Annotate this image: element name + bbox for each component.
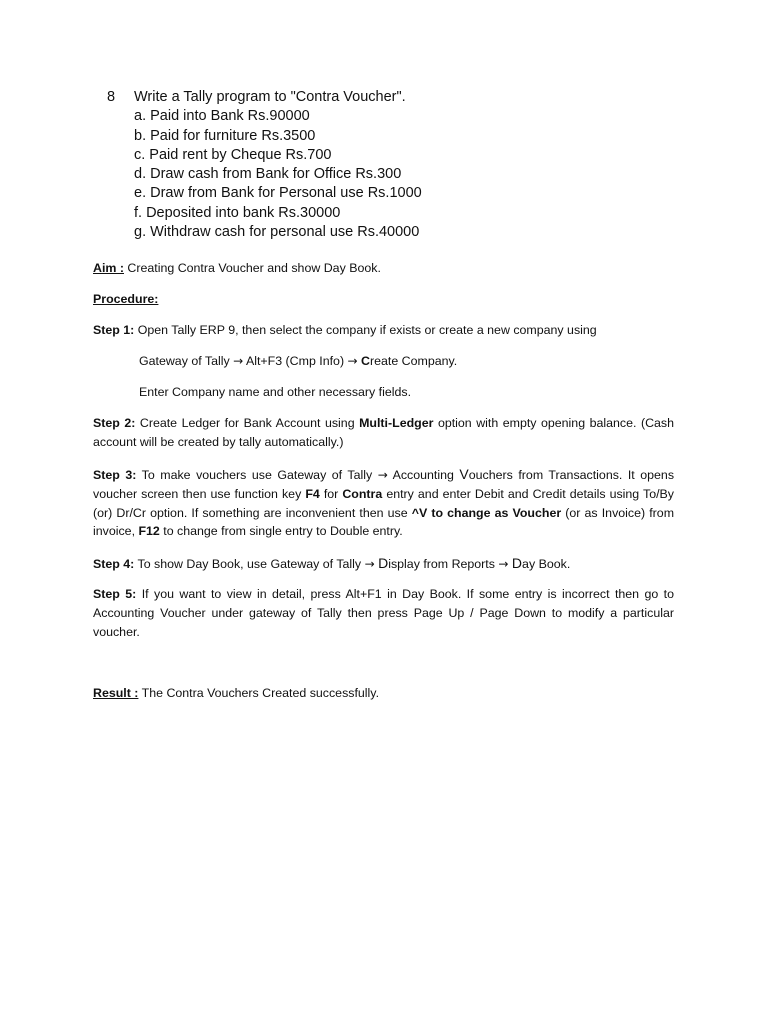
arrow-right-icon: → xyxy=(377,468,388,482)
step3-label: Step 3: xyxy=(93,468,137,482)
question-item: d. Draw cash from Bank for Office Rs.300 xyxy=(134,166,402,183)
arrow-right-icon: → xyxy=(364,557,375,571)
step1-path-b: Alt+F3 (Cmp Info) xyxy=(243,354,348,368)
step3-text-d: for xyxy=(319,486,343,501)
step3-text-e: entry and enter Debit and Credit details using To/By (or) Dr/Cr option. If something are inconvenient then use xyxy=(93,486,674,520)
question-title: Write a Tally program to "Contra Voucher". xyxy=(134,89,406,105)
result-text: The Contra Vouchers Created successfully. xyxy=(138,686,380,700)
step3-text-b: Accounting xyxy=(387,468,460,482)
step5-label: Step 5: xyxy=(93,587,137,601)
question-items xyxy=(134,107,422,242)
step1-path-c: reate Company. xyxy=(369,354,458,368)
step4-text-b: isplay from Reports xyxy=(388,557,499,571)
step2-label: Step 2: xyxy=(93,416,136,430)
aim-label: Aim : xyxy=(93,261,124,275)
result-paragraph xyxy=(93,684,674,703)
arrow-right-icon: → xyxy=(347,354,358,368)
question-item: g. Withdraw cash for personal use Rs.40000 xyxy=(134,224,420,241)
step3-f4: F4 xyxy=(305,486,320,501)
step1-note-line xyxy=(139,383,411,402)
question-item: b. Paid for furniture Rs.3500 xyxy=(134,127,316,144)
step3-paragraph xyxy=(93,465,674,541)
question-item: e. Draw from Bank for Personal use Rs.1000 xyxy=(134,185,422,202)
step4-text-c: ay Book. xyxy=(522,557,571,571)
step4-paragraph xyxy=(93,554,674,574)
step1-note: Enter Company name and other necessary fields. xyxy=(139,385,412,399)
question-item: c. Paid rent by Cheque Rs.700 xyxy=(134,146,332,163)
step1-path-c-bold: C xyxy=(361,354,370,368)
step3-text-g: to change from single entry to Double entry. xyxy=(159,524,403,539)
question-item: a. Paid into Bank Rs.90000 xyxy=(134,108,310,125)
step4-big-d1: D xyxy=(378,555,389,571)
step5-paragraph xyxy=(93,585,674,641)
step4-big-d2: D xyxy=(511,555,523,571)
question-item: f. Deposited into bank Rs.30000 xyxy=(134,204,341,221)
question-number: 8 xyxy=(107,89,116,105)
result-label: Result : xyxy=(93,686,139,700)
step2-paragraph xyxy=(93,414,674,452)
step1-path-line xyxy=(139,352,457,371)
aim-paragraph xyxy=(93,259,674,278)
step3-big-v: V xyxy=(459,466,469,482)
procedure-label: Procedure: xyxy=(93,292,159,306)
step1-text: Open Tally ERP 9, then select the company if exists or create a new company using xyxy=(134,323,597,337)
step4-label: Step 4: xyxy=(93,557,135,571)
step3-contra: Contra xyxy=(342,486,383,501)
step3-text-a: To make vouchers use Gateway of Tally xyxy=(136,468,378,482)
arrow-right-icon: → xyxy=(233,354,244,368)
step3-text-f: (or as Invoice) from invoice, xyxy=(93,505,675,539)
step2-text-b: option with empty opening balance. (Cash account will be created by tally automatically.) xyxy=(93,416,674,449)
aim-text: Creating Contra Voucher and show Day Book. xyxy=(123,261,381,275)
step1-path-a: Gateway of Tally xyxy=(139,354,234,368)
step1-label: Step 1: xyxy=(93,323,135,337)
step2-text-a: Create Ledger for Bank Account using xyxy=(135,416,360,430)
step2-bold: Multi-Ledger xyxy=(359,416,434,430)
step5-text: If you want to view in detail, press Alt+F1 in Day Book. If some entry is incorrect then go to Accounting Voucher under gateway of Tally then press Page Up / Page Down to modify a particular voucher. xyxy=(93,587,675,639)
step3-ctrl-v: ^V to change as Voucher xyxy=(411,505,562,520)
step3-text-c: ouchers from Transactions. It opens voucher screen then use function key xyxy=(93,468,675,501)
arrow-right-icon: → xyxy=(498,557,509,571)
step3-f12: F12 xyxy=(138,524,160,539)
step4-text-a: To show Day Book, use Gateway of Tally xyxy=(134,557,365,571)
step1-paragraph xyxy=(93,321,674,340)
procedure-heading xyxy=(93,290,674,309)
